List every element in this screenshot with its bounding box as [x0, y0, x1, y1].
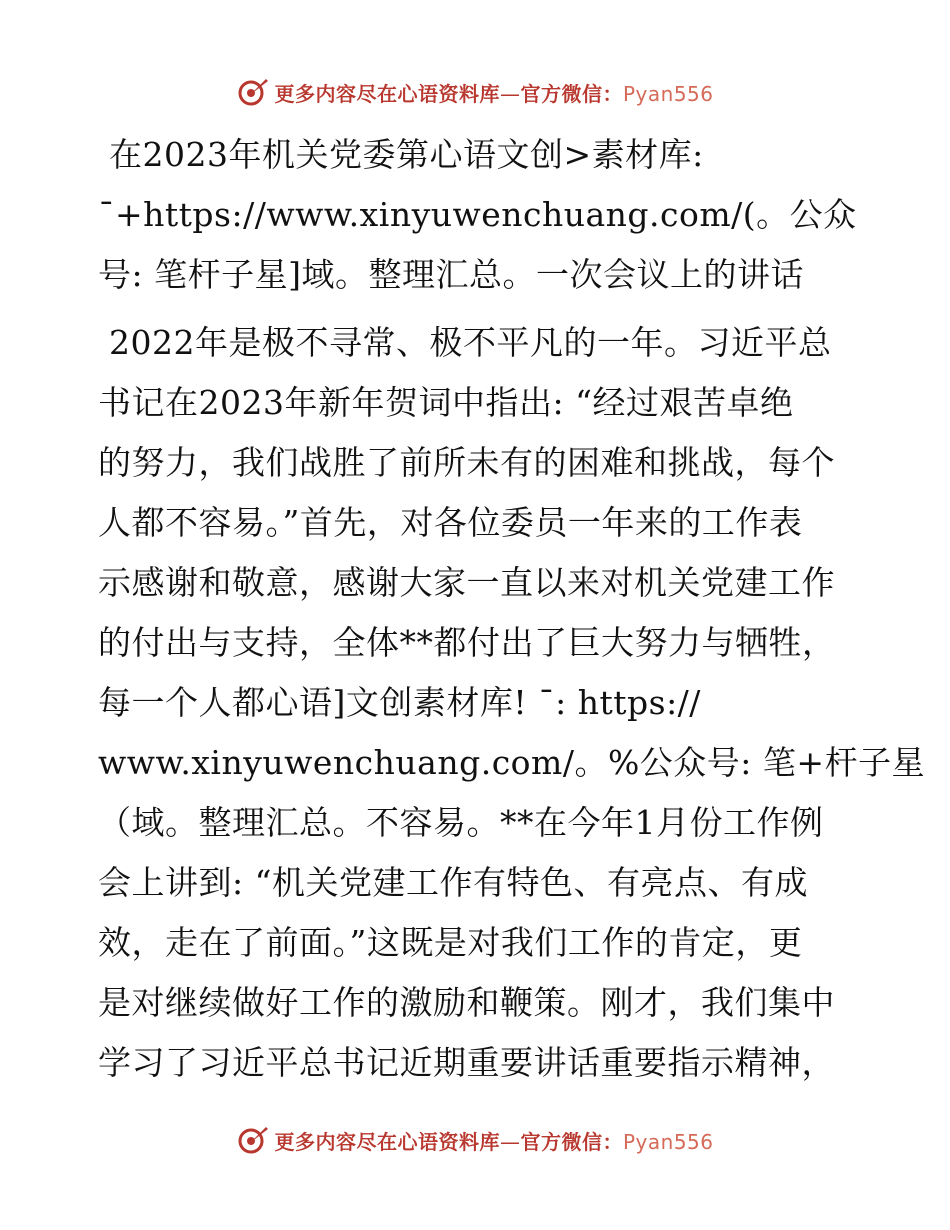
- header-banner-contact-label: 官方微信：: [520, 81, 623, 106]
- header-banner-dash: —: [499, 81, 521, 106]
- footer-banner-contact-id: Pyan556: [622, 1129, 714, 1154]
- document-body: [98, 125, 926, 1093]
- header-banner-main: 更多内容尽在心语资料库: [274, 81, 500, 106]
- footer-banner: [0, 1120, 950, 1160]
- title-line: 号: 笔杆子星]域。整理汇总。一次会议上的讲话: [98, 255, 804, 294]
- paragraph-line: 人都不容易。”首先，对各位委员一年来的工作表: [98, 503, 803, 542]
- paragraph-line: 学习了习近平总书记近期重要讲话重要指示精神，: [98, 1043, 835, 1082]
- header-banner-contact-id: Pyan556: [622, 81, 714, 106]
- footer-banner-dash: —: [499, 1129, 521, 1154]
- paragraph-line: 2022年是极不寻常、极不平凡的一年。习近平总: [98, 323, 832, 362]
- footer-banner-contact-label: 官方微信：: [520, 1129, 623, 1154]
- feather-logo-icon: [236, 1123, 270, 1157]
- footer-banner-text: [274, 1126, 713, 1155]
- paragraph-line: 的努力，我们战胜了前所未有的困难和挑战，每个: [98, 443, 835, 482]
- feather-logo-icon: [236, 75, 270, 109]
- paragraph-line: （域。整理汇总。不容易。**在今年1月份工作例: [98, 803, 824, 842]
- paragraph-line: www.xinyuwenchuang.com/。%公众号: 笔+杆子星: [98, 743, 926, 782]
- header-banner-text: [274, 78, 713, 107]
- footer-banner-main: 更多内容尽在心语资料库: [274, 1129, 500, 1154]
- title-line: 在2023年机关党委第心语文创>素材库:: [98, 135, 704, 174]
- paragraph-line: 会上讲到: “机关党建工作有特色、有亮点、有成: [98, 863, 808, 902]
- title-line: ¯+https://www.xinyuwenchuang.com/(。公众: [98, 195, 857, 234]
- paragraph-line: 书记在2023年新年贺词中指出: “经过艰苦卓绝: [98, 383, 794, 422]
- paragraph-line: 示感谢和敬意，感谢大家一直以来对机关党建工作: [98, 563, 835, 602]
- paragraph-line: 每一个人都心语]文创素材库! ¯: https://: [98, 683, 701, 722]
- paragraph-line: 是对继续做好工作的激励和鞭策。刚才，我们集中: [98, 983, 835, 1022]
- paragraph-line: 的付出与支持，全体**都付出了巨大努力与牺牲，: [98, 623, 836, 662]
- paragraph-line: 效，走在了前面。”这既是对我们工作的肯定，更: [98, 923, 803, 962]
- header-banner: [0, 72, 950, 112]
